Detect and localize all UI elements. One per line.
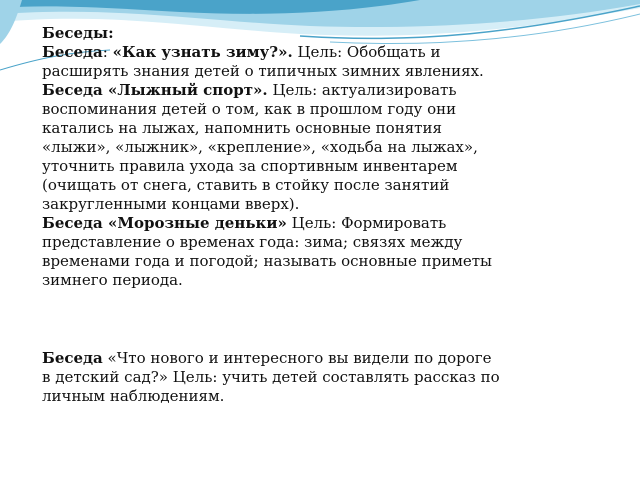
talk-1-sep: : — [102, 43, 113, 61]
spacer — [42, 290, 502, 349]
talk-2-text: Цель: актуализировать воспоминания детей о том, как в прошлом году они катались на лыжах, напомнить основные понятия «лыжи», «лыжник», «крепление», «ходьба на лыжах», уточнить правила ухода за спортивным инвентарем (очищать от снега, ставить в стойку после занятий закругленными концами вверх). — [42, 81, 478, 213]
talk-1-title: «Как узнать зиму?». — [112, 43, 293, 61]
wave-left-edge — [0, 0, 22, 44]
talk-4-label: Беседа — [42, 349, 103, 367]
talk-4-text: «Что нового и интересного вы видели по дороге в детский сад?» Цель: учить детей составлять рассказ по личным наблюдениям. — [42, 349, 500, 405]
talk-4 — [42, 349, 502, 406]
talk-1 — [42, 43, 502, 81]
talk-3-label: Беседа «Морозные деньки» — [42, 214, 287, 232]
talks-heading: Беседы: — [42, 24, 114, 42]
talks-text-block — [42, 24, 502, 406]
talk-3 — [42, 214, 502, 290]
talk-3-text: Цель: Формировать представление о временах года: зима; связях между временами года и погодой; называть основные приметы зимнего периода. — [42, 214, 492, 289]
talk-1-label: Беседа — [42, 43, 103, 61]
talk-2-label: Беседа «Лыжный спорт». — [42, 81, 268, 99]
talk-2 — [42, 81, 502, 214]
talk-1-text: Цель: Обобщать и расширять знания детей о типичных зимних явлениях. — [42, 43, 484, 80]
